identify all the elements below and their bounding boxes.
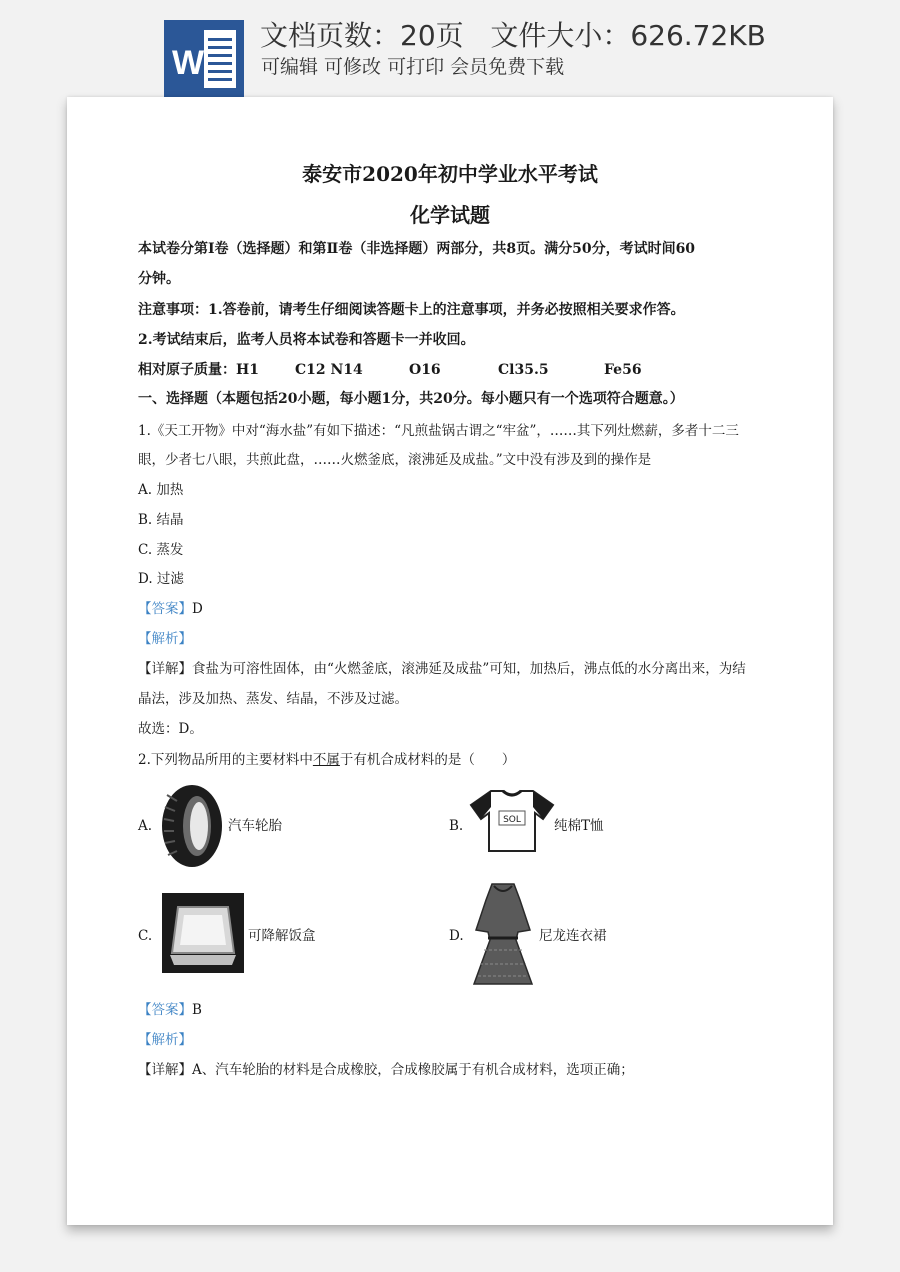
download-banner bbox=[0, 0, 900, 100]
notice-line-1: 注意事项：1.答卷前，请考生仔细阅读答题卡上的注意事项，并务必按照相关要求作答。 bbox=[138, 302, 685, 318]
q2-option-b-letter: B. bbox=[449, 818, 464, 834]
q2-text bbox=[138, 750, 515, 770]
exam-title: 泰安市2020年初中学业水平考试 bbox=[302, 162, 598, 186]
tshirt-print-text: SOL bbox=[503, 815, 521, 825]
q2-option-d-text: 尼龙连衣裙 bbox=[539, 928, 607, 944]
q2-option-c-letter: C. bbox=[138, 928, 153, 944]
q2-option-a-text: 汽车轮胎 bbox=[228, 818, 282, 834]
q1-answer-value: D bbox=[192, 601, 203, 617]
q1-option-a: A. 加热 bbox=[138, 482, 184, 498]
q1-text-line-1: 1.《天工开物》中对“海水盐”有如下描述：“凡煎盐锅古谓之“牢盆”，……其下列灶燃薪，多者十二三 bbox=[138, 423, 739, 439]
document-stats: 文档页数：20页 文件大小：626.72KB bbox=[260, 19, 766, 52]
q1-option-c: C. 蒸发 bbox=[138, 542, 184, 558]
q2-text-emphasis: 不属 bbox=[312, 752, 340, 768]
document-page bbox=[67, 97, 833, 1225]
word-document-icon bbox=[164, 20, 244, 98]
q2-answer-line bbox=[138, 1000, 202, 1020]
word-logo-letter: W bbox=[172, 44, 205, 82]
cotton-tshirt-image bbox=[469, 787, 555, 855]
q2-analysis-label: 【解析】 bbox=[138, 1032, 192, 1048]
atomic-mass-label: 相对原子质量：H1 bbox=[138, 362, 259, 378]
intro-line-2: 分钟。 bbox=[138, 271, 180, 287]
intro-line-1: 本试卷分第Ⅰ卷（选择题）和第Ⅱ卷（非选择题）两部分，共8页。满分50分，考试时间60 bbox=[138, 241, 696, 257]
q2-answer-value: B bbox=[192, 1002, 202, 1018]
q1-detail-line-1: 【详解】食盐为可溶性固体，由“火燃釜底，滚沸延及成盐”可知，加热后，沸点低的水分离出来，为结 bbox=[138, 661, 746, 677]
answer-label: 【答案】 bbox=[138, 601, 192, 617]
q2-option-b-text: 纯棉T恤 bbox=[554, 818, 604, 834]
q1-detail-line-2: 晶法，涉及加热、蒸发、结晶，不涉及过滤。 bbox=[138, 691, 408, 707]
q2-text-suffix: 于有机合成材料的是（ ） bbox=[339, 752, 516, 768]
document-features: 可编辑 可修改 可打印 会员免费下载 bbox=[261, 56, 565, 78]
atomic-mass-c-n: C12 N14 bbox=[295, 362, 363, 378]
exam-subject: 化学试题 bbox=[410, 203, 490, 227]
lunch-box-image bbox=[162, 893, 244, 973]
atomic-mass-o: O16 bbox=[409, 362, 441, 378]
q1-answer-line bbox=[138, 599, 203, 619]
q1-option-b: B. 结晶 bbox=[138, 512, 184, 528]
q2-option-a-letter: A. bbox=[138, 818, 153, 834]
car-tire-image bbox=[159, 783, 225, 869]
section-heading: 一、选择题（本题包括20小题，每小题1分，共20分。每小题只有一个选项符合题意。） bbox=[138, 391, 684, 407]
q2-option-c-text: 可降解饭盒 bbox=[248, 928, 316, 944]
q2-detail-line-1: 【详解】A、汽车轮胎的材料是合成橡胶，合成橡胶属于有机合成材料，选项正确； bbox=[138, 1062, 634, 1078]
q1-analysis-label: 【解析】 bbox=[138, 631, 192, 647]
q1-text-line-2: 眼，少者七八眼，共煎此盘，……火燃釜底，滚沸延及成盐。”文中没有涉及到的操作是 bbox=[138, 452, 652, 468]
q1-option-d: D. 过滤 bbox=[138, 571, 184, 587]
nylon-dress-image bbox=[470, 880, 536, 990]
atomic-mass-cl: Cl35.5 bbox=[498, 362, 549, 378]
notice-line-2: 2.考试结束后，监考人员将本试卷和答题卡一并收回。 bbox=[138, 332, 475, 348]
q1-conclusion: 故选：D。 bbox=[138, 721, 203, 737]
answer-label: 【答案】 bbox=[138, 1002, 192, 1018]
q2-option-d-letter: D. bbox=[449, 928, 464, 944]
atomic-mass-fe: Fe56 bbox=[604, 362, 642, 378]
q2-text-prefix: 2.下列物品所用的主要材料中 bbox=[138, 752, 313, 768]
